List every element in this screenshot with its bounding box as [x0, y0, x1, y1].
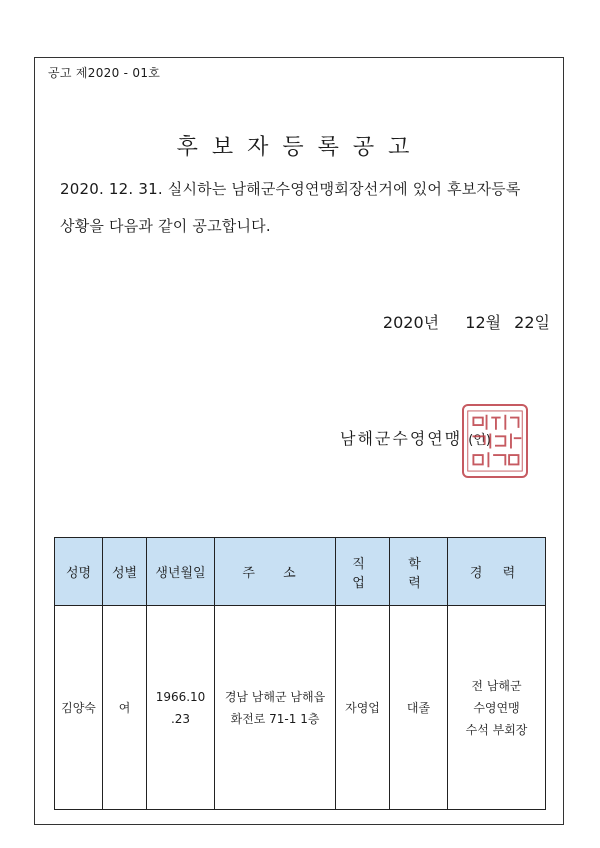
header-job: 직 업 [336, 538, 390, 606]
cell-birthdate [147, 606, 215, 810]
cell-education: 대졸 [390, 606, 448, 810]
announcement-line-2: 상황을 다음과 같이 공고합니다. [60, 217, 271, 235]
career-line-3: 수석 부회장 [465, 722, 528, 737]
document-title: 후보자등록공고 [176, 135, 424, 160]
header-gender: 성별 [103, 538, 147, 606]
notice-number: 공고 제2020 - 01호 [48, 66, 161, 80]
sender-name: 남해군수영연맹 [340, 429, 463, 448]
seal-mark: (인) [468, 433, 491, 448]
birthdate-line-2: .23 [170, 711, 191, 726]
announcement-date: 2020년 12월 22일 [382, 313, 550, 332]
birthdate-line-1: 1966.10 [155, 689, 206, 704]
header-education: 학 력 [390, 538, 448, 606]
candidate-table [54, 537, 546, 810]
cell-name: 김양숙 [55, 606, 103, 810]
cell-address [215, 606, 336, 810]
cell-job: 자영업 [336, 606, 390, 810]
announcement-body [60, 171, 570, 245]
official-seal [462, 404, 528, 478]
address-line-2: 화전로 71-1 1층 [230, 711, 320, 726]
header-name: 성명 [55, 538, 103, 606]
table-header-row [55, 538, 546, 606]
header-career: 경 력 [448, 538, 546, 606]
header-address: 주 소 [215, 538, 336, 606]
table-row [55, 606, 546, 810]
announcement-line-1: 2020. 12. 31. 실시하는 남해군수영연맹회장선거에 있어 후보자등록 [60, 180, 521, 198]
cell-gender: 여 [103, 606, 147, 810]
career-line-1: 전 남해군 [471, 678, 522, 693]
address-line-1: 경남 남해군 남해읍 [224, 689, 326, 704]
seal-graphic [464, 406, 526, 476]
cell-career [448, 606, 546, 810]
header-birthdate: 생년월일 [147, 538, 215, 606]
career-line-2: 수영연맹 [473, 700, 520, 715]
